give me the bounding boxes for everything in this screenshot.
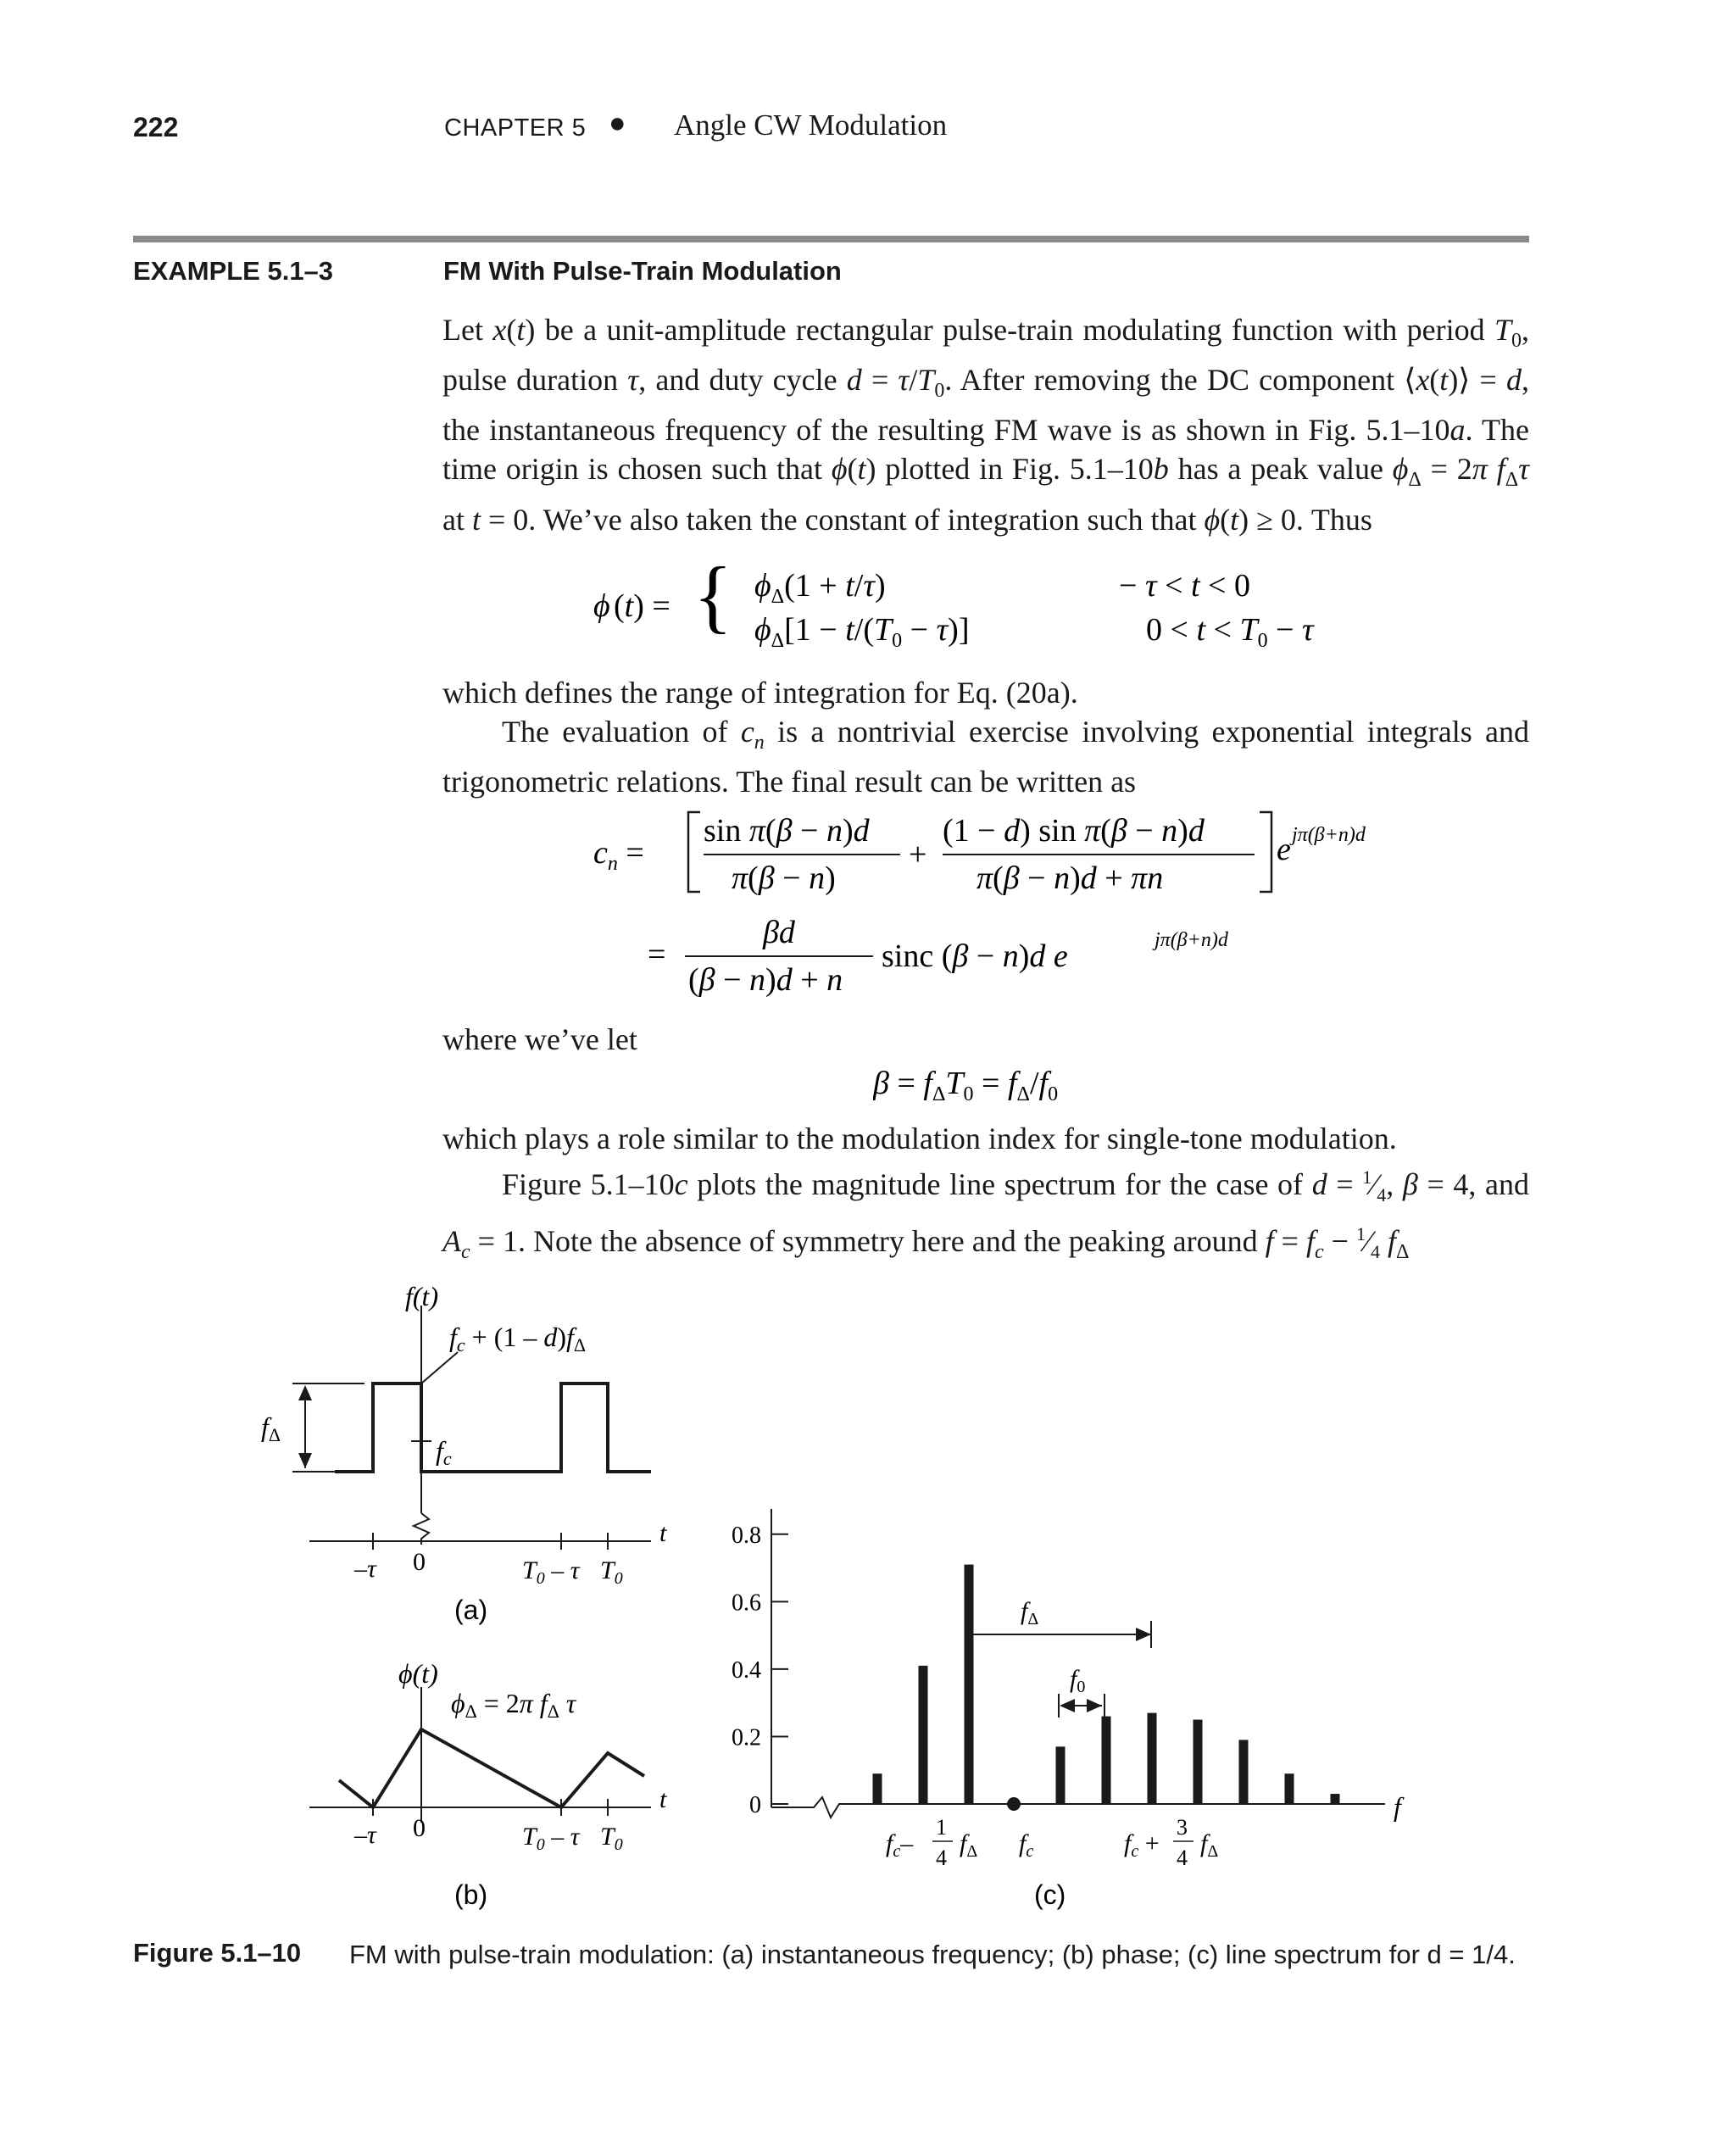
panel-c-fdelta-label: $f_\Delta$: [1021, 1597, 1039, 1628]
panel-c-xmark-left-den: 4: [936, 1846, 947, 1870]
svg-text:(1 − d) sin π(β − n)d: (1 − d) sin π(β − n)d: [943, 813, 1205, 849]
spectrum-line: [1239, 1740, 1249, 1804]
panel-a-amplitude-label: fΔ: [261, 1411, 281, 1445]
panel-c-xmark-right-den: 4: [1177, 1846, 1188, 1870]
panel-b: [309, 1658, 667, 1910]
panel-a-ylabel: f(t): [405, 1281, 439, 1311]
panel-b-tick-t0: $T_0$: [600, 1823, 623, 1854]
spectrum-line: [1285, 1773, 1294, 1804]
svg-text:π(β − n)d + πn: π(β − n)d + πn: [976, 860, 1164, 896]
panel-c-xmark-right-fdelta: $f_\Delta$: [1200, 1829, 1219, 1861]
panel-c-xmark-right-num: 3: [1177, 1815, 1188, 1840]
svg-text:βd: βd: [763, 915, 795, 950]
svg-text:sinc (β − n)d e: sinc (β − n)d e: [882, 938, 1068, 974]
panel-a-label: (a): [454, 1595, 488, 1625]
panel-c-xmark-left: $f_c-$: [886, 1829, 914, 1861]
panel-a: [261, 1281, 667, 1625]
figure-caption: FM with pulse-train modulation: (a) instantaneous frequency; (b) phase; (c) line spectrum for d = 1/4.: [349, 1940, 1516, 1969]
paragraph-modindex: which plays a role similar to the modulation index for single-tone modulation.: [442, 1122, 1397, 1155]
panel-c-xmark-right: $f_c$ +: [1124, 1829, 1160, 1861]
panel-c-label: (c): [1034, 1879, 1066, 1910]
panel-c-f0-label: $f_0$: [1070, 1665, 1086, 1696]
svg-text:=: =: [648, 937, 666, 972]
beta-equation: [873, 1058, 1144, 1109]
y-tick-label: 0.4: [732, 1656, 761, 1684]
panel-b-ylabel: ϕ(t): [398, 1658, 438, 1689]
example-title: FM With Pulse-Train Modulation: [443, 256, 842, 286]
svg-text:jπ(β+n)d: jπ(β+n)d: [1292, 824, 1366, 846]
panel-c-xmark-fc: $f_c$: [1019, 1829, 1034, 1861]
panel-c-fc-marker: [1007, 1797, 1021, 1811]
phase-piecewise-equation: [585, 555, 1416, 657]
y-tick-label: 0: [749, 1792, 761, 1818]
chapter-title: Angle CW Modulation: [674, 109, 948, 142]
svg-text:− τ < t < 0: − τ < t < 0: [1119, 568, 1250, 604]
svg-text:cn =: $c_n$ =: [593, 835, 644, 875]
spectrum-line: [873, 1773, 882, 1804]
panel-b-tick-zero: 0: [413, 1814, 426, 1842]
svg-text:{: {: [693, 555, 733, 641]
svg-text:ϕΔ[1 − t/(T0 − τ)]: $\phi_\Delta[1 - t/(T_0 - \tau)]$: [754, 612, 970, 652]
page-number: 222: [133, 112, 179, 142]
panel-a-tick-zero: 0: [413, 1548, 426, 1576]
svg-text:+: +: [909, 837, 927, 872]
panel-b-t-label: t: [659, 1785, 667, 1813]
y-tick-label: 0.2: [732, 1724, 761, 1751]
panel-a-leader: [421, 1352, 458, 1383]
chapter-label: CHAPTER 5: [444, 114, 587, 142]
panel-a-waveform: [335, 1383, 651, 1472]
paragraph-where: where we’ve let: [442, 1022, 637, 1056]
svg-text:ϕ: ϕ: [593, 588, 610, 624]
paragraph-intro: Let x(t) be a unit-amplitude rectangular pulse-train modulating function with period $T_0$, pulse duration τ, and duty cycle $d = \tau/T_0$. After removing the DC component ⟨x(t)⟩ = d, the instantaneous frequency of the resulting FM wave is as shown in Fig. 5.1–10a. The time origin is chosen such that ϕ(t) plotted in Fig. 5.1–10b has a peak value $\phi_\Delta = 2\pi$ $f_\Delta\tau$ at t = 0. We’ve also taken the constant of integration such that ϕ(t) ≥ 0. Thus: [442, 313, 1530, 537]
spectrum-line: [919, 1666, 928, 1804]
cn-equation: [593, 797, 1441, 1017]
example-label: EXAMPLE 5.1–3: [133, 256, 334, 286]
section-rule: [133, 236, 1529, 242]
panel-a-tick-neg-tau: –τ: [354, 1555, 376, 1583]
svg-text:β = fΔT0 = fΔ/f0: $\beta = f_\Delta T_0 = f_\Delta/f_0$: [873, 1066, 1059, 1105]
spectrum-line: [1056, 1746, 1066, 1804]
svg-text:jπ(β+n)d: jπ(β+n)d: [1155, 929, 1228, 951]
svg-text:ϕΔ(1 + t/τ): $\phi_\Delta(1 + t/\tau)$: [754, 568, 886, 608]
panel-a-t-label: t: [659, 1519, 667, 1547]
svg-text:(β − n)d + n: (β − n)d + n: [688, 962, 843, 998]
panel-b-tick-t0-tau: $T_0$ – τ: [522, 1823, 580, 1854]
svg-text:e: e: [1277, 832, 1291, 867]
paragraph-figure-desc: Figure 5.1–10c plots the magnitude line spectrum for the case of $d = ^1⁄_4$, β = 4, and $A_c = 1$. Note the absence of symmetry here and the peaking around $f = f_c$ − $^1⁄_4$ $f_\Delta$: [442, 1166, 1530, 1264]
panel-b-waveform: [339, 1729, 644, 1807]
panel-c-bars: [873, 1565, 1340, 1804]
spectrum-line: [1148, 1713, 1157, 1804]
panel-a-fc-label: fc: [436, 1435, 452, 1469]
svg-text:(t) =: (t) =: [614, 588, 670, 624]
panel-c-xmark-left-num: 1: [936, 1815, 947, 1840]
spectrum-line: [1331, 1794, 1340, 1804]
panel-c-x-label: f: [1394, 1791, 1401, 1822]
panel-b-annotation: ϕΔ = 2π fΔ τ: [451, 1688, 576, 1722]
y-tick-label: 0.6: [732, 1589, 761, 1617]
panel-a-axis-break: [414, 1513, 429, 1545]
panel-b-tick-neg-tau: –τ: [354, 1821, 376, 1849]
panel-c-xmark-left-fdelta: $f_\Delta$: [960, 1829, 978, 1861]
spectrum-line: [965, 1565, 974, 1804]
panel-a-top-annotation: fc + (1 – d)fΔ: [449, 1322, 587, 1356]
panel-b-label: (b): [454, 1879, 488, 1910]
figure-5-1-10: [0, 1272, 1736, 1933]
header-bullet: ●: [609, 108, 626, 139]
svg-text:π(β − n): π(β − n): [732, 860, 836, 896]
paragraph-range: which defines the range of integration for Eq. (20a).: [442, 676, 1078, 710]
panel-a-tick-t0: $T_0$: [600, 1556, 623, 1588]
svg-text:sin π(β − n)d: sin π(β − n)d: [704, 813, 870, 849]
panel-a-tick-t0-tau: $T_0$ – τ: [522, 1556, 580, 1588]
panel-c-y-ticks: [732, 1523, 788, 1818]
svg-text:0 < t < T0 − τ: $0 < t < T_0 - \tau$: [1146, 612, 1314, 652]
figure-label: Figure 5.1–10: [133, 1938, 302, 1968]
spectrum-line: [1102, 1717, 1111, 1804]
paragraph-evaluation: The evaluation of $c_n$ is a nontrivial exercise involving exponential integrals and trigonometric relations. The final result can be written as: [442, 715, 1529, 799]
spectrum-line: [1194, 1720, 1203, 1804]
y-tick-label: 0.8: [732, 1522, 761, 1549]
panel-c: [732, 1509, 1405, 1910]
